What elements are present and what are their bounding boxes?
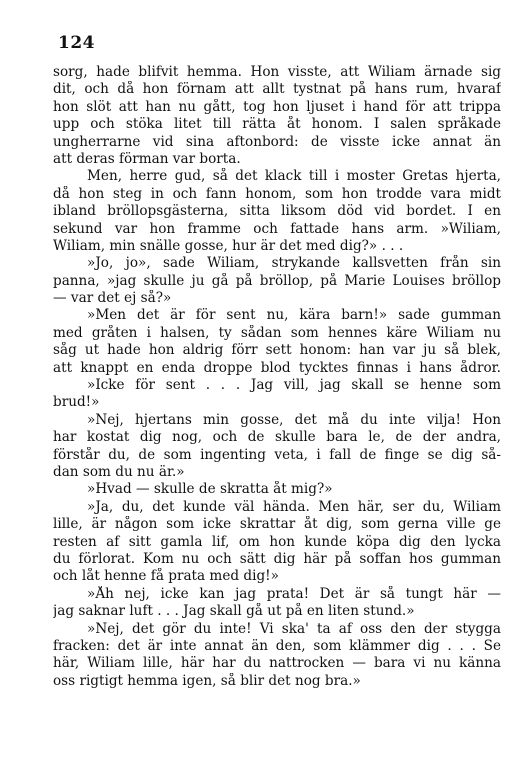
text-line: dit, och då hon förnam att allt tystnat på hans rum, hvaraf	[53, 81, 501, 98]
text-line: Wiliam, min snälle gosse, hur är det med dig?» . . .	[53, 237, 404, 254]
text-line: jag saknar luft . . . Jag skall gå ut på en liten stund.»	[53, 603, 415, 620]
text-line: att knappt en enda droppe blod tycktes finnas i hans ådror.	[53, 359, 501, 376]
text-line: brud!»	[53, 394, 100, 411]
text-line: ungherrarne vid sina aftonbord: de visste icke annat än	[53, 133, 501, 150]
text-line: »Jo, jo», sade Wiliam, strykande kallsvetten från sin	[87, 255, 501, 272]
text-line: fracken: det är inte annat än den, som klämmer dig . . . Se	[53, 637, 501, 654]
text-line: Men, herre gud, så det klack till i moster Gretas hjerta,	[87, 168, 501, 185]
text-line: resten af sitt gamla lif, om hon kunde köpa dig den lycka	[53, 533, 501, 550]
text-line: här, Wiliam lille, här har du nattrocken — bara vi nu känna	[53, 655, 501, 672]
text-line: »Icke för sent . . . Jag vill, jag skall se henne som	[87, 377, 501, 394]
text-line: och låt henne få prata med dig!»	[53, 568, 279, 585]
text-line: »Hvad — skulle de skratta åt mig?»	[87, 481, 333, 498]
text-line: »Ja, du, det kunde väl hända. Men här, ser du, Wiliam	[87, 498, 501, 515]
text-line: då hon steg in och fann honom, som hon trodde vara midt	[53, 185, 501, 202]
text-line: med gråten i halsen, ty sådan som hennes käre Wiliam nu	[53, 324, 501, 341]
text-line: såg ut hade hon aldrig förr sett honom: han var ju så blek,	[53, 342, 501, 359]
text-line: sekund var hon framme och fattade hans arm. »Wiliam,	[53, 220, 501, 237]
text-line: har kostat dig nog, och de skulle bara le, de der andra,	[53, 429, 501, 446]
text-line: lille, är någon som icke skrattar åt dig, som gerna ville ge	[53, 516, 501, 533]
text-line: »Men det är för sent nu, kära barn!» sade gumman	[87, 307, 501, 324]
text-line: »Nej, hjertans min gosse, det må du inte vilja! Hon	[87, 411, 501, 428]
text-line: dan som du nu är.»	[53, 463, 185, 480]
text-line: du förlorat. Kom nu och sätt dig här på soffan hos gumman	[53, 550, 501, 567]
page-number: 124	[58, 33, 95, 53]
text-line: hon slöt att han nu gått, tog hon ljuset i hand för att trippa	[53, 98, 501, 115]
text-line: förstår du, de som ingenting veta, i fall de finge se dig så-	[53, 446, 501, 463]
body-text	[53, 64, 501, 690]
text-line: panna, »jag skulle ju gå på bröllop, på Marie Louises bröllop	[53, 272, 501, 289]
text-line: att deras förman var borta.	[53, 150, 241, 167]
text-line: »Nej, det gör du inte! Vi ska' ta af oss den der stygga	[87, 620, 501, 637]
text-line: — var det ej så?»	[53, 290, 172, 307]
text-line: upp och stöka litet till rätta åt honom. I salen språkade	[53, 116, 501, 133]
text-line: »Åh nej, icke kan jag prata! Det är så tungt här —	[87, 585, 501, 602]
text-line: oss rigtigt hemma igen, så blir det nog bra.»	[53, 672, 361, 689]
text-line: sorg, hade blifvit hemma. Hon visste, att Wiliam ärnade sig	[53, 64, 501, 80]
text-line: ibland bröllopsgästerna, sitta liksom död vid bordet. I en	[53, 203, 501, 220]
